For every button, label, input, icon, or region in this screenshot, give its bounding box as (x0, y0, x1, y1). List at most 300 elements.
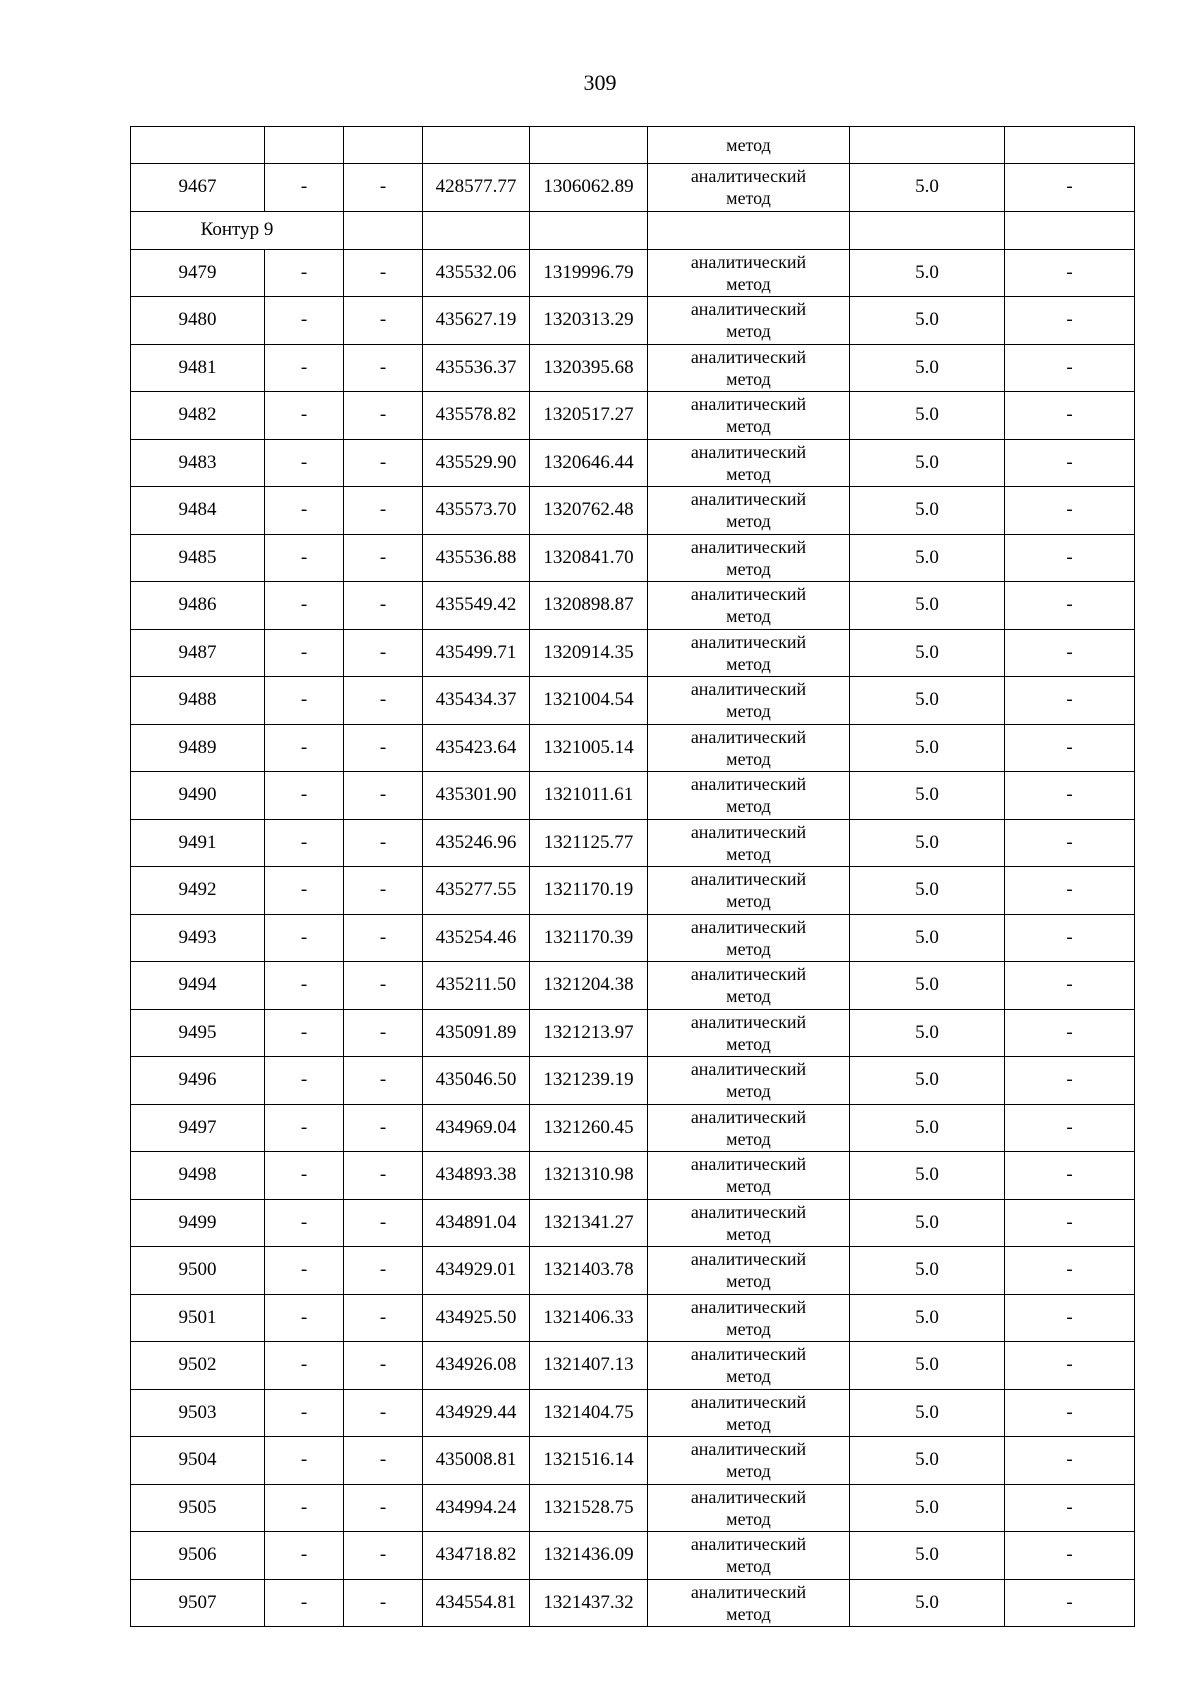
point-number-cell: 9489 (131, 724, 265, 772)
point-number-cell: 9492 (131, 867, 265, 915)
dash-cell: - (344, 534, 423, 582)
point-number-cell: 9493 (131, 914, 265, 962)
dash-cell: - (1005, 582, 1135, 630)
method-line-2: метод (726, 938, 771, 959)
method-cell (648, 1247, 850, 1295)
method-cell (648, 1294, 850, 1342)
method-cell (648, 677, 850, 725)
method-line-1: аналитический (690, 916, 807, 937)
method-line-2: метод (726, 188, 771, 209)
method-line-2: метод (726, 1271, 771, 1292)
dash-cell: - (265, 249, 344, 297)
accuracy-cell: 5.0 (850, 724, 1005, 772)
y-coordinate-cell: 1320762.48 (530, 487, 648, 535)
point-number-cell: 9467 (131, 164, 265, 212)
dash-cell: - (1005, 344, 1135, 392)
dash-cell: - (344, 1152, 423, 1200)
method-cell (648, 867, 850, 915)
y-coordinate-cell: 1321341.27 (530, 1199, 648, 1247)
method-line-1: аналитический (690, 1106, 807, 1127)
dash-cell: - (1005, 1484, 1135, 1532)
dash-cell: - (265, 819, 344, 867)
accuracy-cell: 5.0 (850, 344, 1005, 392)
accuracy-cell: 5.0 (850, 1104, 1005, 1152)
y-coordinate-cell: 1320914.35 (530, 629, 648, 677)
cell-empty (131, 127, 265, 164)
dash-cell: - (344, 1294, 423, 1342)
dash-cell: - (344, 629, 423, 677)
table-row (131, 297, 1135, 345)
method-cell (648, 819, 850, 867)
cell-empty (423, 127, 530, 164)
method-line-1: аналитический (690, 1439, 807, 1460)
x-coordinate-cell: 435277.55 (423, 867, 530, 915)
cell-empty (265, 127, 344, 164)
method-line-2: метод (726, 701, 771, 722)
method-cell (648, 914, 850, 962)
table-row (131, 1389, 1135, 1437)
method-line-1: аналитический (690, 1154, 807, 1175)
dash-cell: - (265, 1532, 344, 1580)
method-line-2: метод (726, 1176, 771, 1197)
method-cell (648, 1579, 850, 1627)
dash-cell: - (344, 392, 423, 440)
cell-empty (344, 211, 423, 249)
y-coordinate-cell: 1321004.54 (530, 677, 648, 725)
contour-label: Контур 9 (131, 211, 344, 249)
dash-cell: - (265, 164, 344, 212)
dash-cell: - (344, 1437, 423, 1485)
y-coordinate-cell: 1321403.78 (530, 1247, 648, 1295)
method-line-1: аналитический (690, 964, 807, 985)
table-row (131, 249, 1135, 297)
point-number-cell: 9505 (131, 1484, 265, 1532)
dash-cell: - (265, 1057, 344, 1105)
cell-empty (648, 211, 850, 249)
point-number-cell: 9491 (131, 819, 265, 867)
table-row (131, 629, 1135, 677)
x-coordinate-cell: 435529.90 (423, 439, 530, 487)
method-line-2: метод (726, 1128, 771, 1149)
method-cell (648, 1009, 850, 1057)
method-cell (648, 392, 850, 440)
dash-cell: - (344, 1484, 423, 1532)
method-cell (648, 629, 850, 677)
method-line-1: аналитический (690, 1201, 807, 1222)
x-coordinate-cell: 435573.70 (423, 487, 530, 535)
point-number-cell: 9506 (131, 1532, 265, 1580)
y-coordinate-cell: 1321528.75 (530, 1484, 648, 1532)
x-coordinate-cell: 434929.44 (423, 1389, 530, 1437)
method-line-2: метод (726, 1508, 771, 1529)
method-line-1: аналитический (690, 1296, 807, 1317)
dash-cell: - (344, 819, 423, 867)
x-coordinate-cell: 434893.38 (423, 1152, 530, 1200)
method-line-2: метод (726, 1413, 771, 1434)
dash-cell: - (265, 392, 344, 440)
accuracy-cell: 5.0 (850, 582, 1005, 630)
dash-cell: - (344, 1342, 423, 1390)
method-line-2: метод (726, 1603, 771, 1624)
accuracy-cell: 5.0 (850, 297, 1005, 345)
point-number-cell: 9499 (131, 1199, 265, 1247)
point-number-cell: 9494 (131, 962, 265, 1010)
dash-cell: - (1005, 534, 1135, 582)
method-cell (648, 1104, 850, 1152)
table-row (131, 534, 1135, 582)
dash-cell: - (344, 1009, 423, 1057)
accuracy-cell: 5.0 (850, 962, 1005, 1010)
dash-cell: - (1005, 1294, 1135, 1342)
dash-cell: - (265, 1484, 344, 1532)
method-cell (648, 1342, 850, 1390)
y-coordinate-cell: 1321310.98 (530, 1152, 648, 1200)
accuracy-cell: 5.0 (850, 1389, 1005, 1437)
point-number-cell: 9497 (131, 1104, 265, 1152)
x-coordinate-cell: 435046.50 (423, 1057, 530, 1105)
dash-cell: - (265, 1199, 344, 1247)
dash-cell: - (1005, 819, 1135, 867)
dash-cell: - (1005, 724, 1135, 772)
y-coordinate-cell: 1321516.14 (530, 1437, 648, 1485)
dash-cell: - (344, 1057, 423, 1105)
point-number-cell: 9484 (131, 487, 265, 535)
dash-cell: - (265, 1247, 344, 1295)
method-line-2: метод (726, 748, 771, 769)
accuracy-cell: 5.0 (850, 1057, 1005, 1105)
method-cell (648, 1484, 850, 1532)
dash-cell: - (344, 914, 423, 962)
y-coordinate-cell: 1320646.44 (530, 439, 648, 487)
y-coordinate-cell: 1321407.13 (530, 1342, 648, 1390)
dash-cell: - (1005, 1009, 1135, 1057)
dash-cell: - (265, 1389, 344, 1437)
dash-cell: - (1005, 677, 1135, 725)
x-coordinate-cell: 434929.01 (423, 1247, 530, 1295)
y-coordinate-cell: 1321170.19 (530, 867, 648, 915)
dash-cell: - (265, 1437, 344, 1485)
point-number-cell: 9481 (131, 344, 265, 392)
dash-cell: - (344, 1579, 423, 1627)
accuracy-cell: 5.0 (850, 249, 1005, 297)
method-line-2: метод (726, 368, 771, 389)
cell-empty (423, 211, 530, 249)
method-cell (648, 1057, 850, 1105)
accuracy-cell: 5.0 (850, 534, 1005, 582)
method-line-1: аналитический (690, 251, 807, 272)
x-coordinate-cell: 435423.64 (423, 724, 530, 772)
accuracy-cell: 5.0 (850, 1247, 1005, 1295)
table-row (131, 582, 1135, 630)
table-row (131, 1199, 1135, 1247)
y-coordinate-cell: 1321239.19 (530, 1057, 648, 1105)
dash-cell: - (265, 344, 344, 392)
table-row (131, 962, 1135, 1010)
table-row (131, 392, 1135, 440)
accuracy-cell: 5.0 (850, 1152, 1005, 1200)
dash-cell: - (1005, 439, 1135, 487)
method-line-1: аналитический (690, 1011, 807, 1032)
point-number-cell: 9485 (131, 534, 265, 582)
method-line-1: аналитический (690, 1344, 807, 1365)
dash-cell: - (344, 1532, 423, 1580)
dash-cell: - (265, 1294, 344, 1342)
point-number-cell: 9507 (131, 1579, 265, 1627)
method-line-1: аналитический (690, 869, 807, 890)
method-line-2: метод (726, 416, 771, 437)
accuracy-cell: 5.0 (850, 164, 1005, 212)
method-line-1: аналитический (690, 394, 807, 415)
table-row (131, 1009, 1135, 1057)
accuracy-cell: 5.0 (850, 439, 1005, 487)
accuracy-cell: 5.0 (850, 819, 1005, 867)
dash-cell: - (344, 1104, 423, 1152)
y-coordinate-cell: 1321125.77 (530, 819, 648, 867)
dash-cell: - (1005, 1247, 1135, 1295)
dash-cell: - (344, 344, 423, 392)
accuracy-cell: 5.0 (850, 1342, 1005, 1390)
method-cell (648, 1152, 850, 1200)
method-line-1: аналитический (690, 679, 807, 700)
y-coordinate-cell: 1320841.70 (530, 534, 648, 582)
method-line-1: аналитический (690, 1534, 807, 1555)
method-line-2: метод (726, 273, 771, 294)
dash-cell: - (265, 534, 344, 582)
x-coordinate-cell: 434969.04 (423, 1104, 530, 1152)
method-line-2: метод (726, 1366, 771, 1387)
y-coordinate-cell: 1321204.38 (530, 962, 648, 1010)
point-number-cell: 9504 (131, 1437, 265, 1485)
x-coordinate-cell: 434718.82 (423, 1532, 530, 1580)
accuracy-cell: 5.0 (850, 1199, 1005, 1247)
dash-cell: - (344, 677, 423, 725)
dash-cell: - (265, 582, 344, 630)
x-coordinate-cell: 435008.81 (423, 1437, 530, 1485)
dash-cell: - (265, 1009, 344, 1057)
cell-empty (1005, 211, 1135, 249)
y-coordinate-cell: 1306062.89 (530, 164, 648, 212)
method-line-2: метод (726, 463, 771, 484)
method-line-2: метод (726, 1461, 771, 1482)
dash-cell: - (344, 1247, 423, 1295)
accuracy-cell: 5.0 (850, 629, 1005, 677)
x-coordinate-cell: 434554.81 (423, 1579, 530, 1627)
method-line-2: метод (726, 1318, 771, 1339)
dash-cell: - (344, 164, 423, 212)
accuracy-cell: 5.0 (850, 1009, 1005, 1057)
accuracy-cell: 5.0 (850, 677, 1005, 725)
y-coordinate-cell: 1321437.32 (530, 1579, 648, 1627)
method-line-1: аналитический (690, 536, 807, 557)
point-number-cell: 9490 (131, 772, 265, 820)
accuracy-cell: 5.0 (850, 914, 1005, 962)
dash-cell: - (265, 1104, 344, 1152)
method-cell (648, 439, 850, 487)
continuation-row (131, 127, 1135, 164)
x-coordinate-cell: 435627.19 (423, 297, 530, 345)
x-coordinate-cell: 435536.37 (423, 344, 530, 392)
table-row (131, 1437, 1135, 1485)
method-line-1: аналитический (690, 1486, 807, 1507)
dash-cell: - (265, 439, 344, 487)
x-coordinate-cell: 428577.77 (423, 164, 530, 212)
table-row (131, 1104, 1135, 1152)
cell-empty (530, 211, 648, 249)
point-number-cell: 9480 (131, 297, 265, 345)
method-line-1: аналитический (690, 774, 807, 795)
method-cell (648, 962, 850, 1010)
dash-cell: - (265, 962, 344, 1010)
dash-cell: - (344, 297, 423, 345)
method-line-2: метод (726, 321, 771, 342)
table-row (131, 1579, 1135, 1627)
method-cell (648, 724, 850, 772)
method-line-1: аналитический (690, 299, 807, 320)
dash-cell: - (265, 724, 344, 772)
method-line-2: метод (726, 843, 771, 864)
x-coordinate-cell: 435549.42 (423, 582, 530, 630)
x-coordinate-cell: 434994.24 (423, 1484, 530, 1532)
x-coordinate-cell: 435211.50 (423, 962, 530, 1010)
method-line-1: аналитический (690, 1391, 807, 1412)
method-line-2: метод (726, 511, 771, 532)
coordinates-table (130, 126, 1135, 1627)
method-line-1: аналитический (690, 1581, 807, 1602)
method-line-1: аналитический (690, 346, 807, 367)
y-coordinate-cell: 1321011.61 (530, 772, 648, 820)
accuracy-cell: 5.0 (850, 772, 1005, 820)
table-row (131, 164, 1135, 212)
method-line-1: аналитический (690, 584, 807, 605)
page-number: 309 (583, 70, 617, 95)
method-line-1: аналитический (690, 631, 807, 652)
dash-cell: - (1005, 1532, 1135, 1580)
dash-cell: - (1005, 1199, 1135, 1247)
dash-cell: - (1005, 1342, 1135, 1390)
dash-cell: - (344, 249, 423, 297)
dash-cell: - (1005, 914, 1135, 962)
point-number-cell: 9500 (131, 1247, 265, 1295)
accuracy-cell: 5.0 (850, 1484, 1005, 1532)
method-line-1: аналитический (690, 726, 807, 747)
point-number-cell: 9498 (131, 1152, 265, 1200)
point-number-cell: 9487 (131, 629, 265, 677)
cell-empty (530, 127, 648, 164)
dash-cell: - (265, 629, 344, 677)
method-line-2: метод (726, 606, 771, 627)
point-number-cell: 9482 (131, 392, 265, 440)
method-cell (648, 249, 850, 297)
y-coordinate-cell: 1321005.14 (530, 724, 648, 772)
dash-cell: - (265, 1152, 344, 1200)
method-line-2: метод (726, 653, 771, 674)
dash-cell: - (1005, 1152, 1135, 1200)
y-coordinate-cell: 1319996.79 (530, 249, 648, 297)
point-number-cell: 9501 (131, 1294, 265, 1342)
accuracy-cell: 5.0 (850, 1532, 1005, 1580)
dash-cell: - (1005, 297, 1135, 345)
method-cell (648, 772, 850, 820)
point-number-cell: 9486 (131, 582, 265, 630)
y-coordinate-cell: 1321260.45 (530, 1104, 648, 1152)
x-coordinate-cell: 434891.04 (423, 1199, 530, 1247)
table-row (131, 819, 1135, 867)
y-coordinate-cell: 1320517.27 (530, 392, 648, 440)
dash-cell: - (1005, 867, 1135, 915)
dash-cell: - (344, 867, 423, 915)
dash-cell: - (265, 487, 344, 535)
dash-cell: - (265, 772, 344, 820)
contour-header-row (131, 211, 1135, 249)
method-cell (648, 534, 850, 582)
dash-cell: - (1005, 1437, 1135, 1485)
dash-cell: - (344, 1389, 423, 1437)
dash-cell: - (265, 297, 344, 345)
table-row (131, 344, 1135, 392)
table-row (131, 1152, 1135, 1200)
dash-cell: - (344, 582, 423, 630)
dash-cell: - (344, 772, 423, 820)
y-coordinate-cell: 1320313.29 (530, 297, 648, 345)
accuracy-cell: 5.0 (850, 1579, 1005, 1627)
dash-cell: - (1005, 1104, 1135, 1152)
x-coordinate-cell: 435301.90 (423, 772, 530, 820)
dash-cell: - (265, 1342, 344, 1390)
method-cell (648, 1532, 850, 1580)
coordinates-table-body (131, 127, 1135, 1627)
method-cell (648, 164, 850, 212)
method-cell (648, 297, 850, 345)
method-line-2: метод (726, 1223, 771, 1244)
method-line-2: метод (726, 558, 771, 579)
point-number-cell: 9483 (131, 439, 265, 487)
table-row (131, 1247, 1135, 1295)
dash-cell: - (1005, 629, 1135, 677)
table-row (131, 487, 1135, 535)
method-cell (648, 1437, 850, 1485)
method-cell: метод (648, 127, 850, 164)
y-coordinate-cell: 1321404.75 (530, 1389, 648, 1437)
dash-cell: - (265, 1579, 344, 1627)
method-line-2: метод (726, 1556, 771, 1577)
accuracy-cell: 5.0 (850, 867, 1005, 915)
table-row (131, 1484, 1135, 1532)
table-row (131, 1057, 1135, 1105)
method-cell (648, 582, 850, 630)
dash-cell: - (1005, 487, 1135, 535)
dash-cell: - (265, 867, 344, 915)
dash-cell: - (1005, 392, 1135, 440)
dash-cell: - (1005, 772, 1135, 820)
method-line-1: аналитический (690, 1249, 807, 1270)
x-coordinate-cell: 435532.06 (423, 249, 530, 297)
dash-cell: - (1005, 962, 1135, 1010)
dash-cell: - (265, 677, 344, 725)
x-coordinate-cell: 435536.88 (423, 534, 530, 582)
point-number-cell: 9488 (131, 677, 265, 725)
method-cell (648, 1389, 850, 1437)
accuracy-cell: 5.0 (850, 487, 1005, 535)
table-row (131, 439, 1135, 487)
table-row (131, 677, 1135, 725)
dash-cell: - (344, 962, 423, 1010)
dash-cell: - (1005, 1389, 1135, 1437)
cell-empty (850, 211, 1005, 249)
x-coordinate-cell: 435499.71 (423, 629, 530, 677)
cell-empty (850, 127, 1005, 164)
cell-empty (1005, 127, 1135, 164)
dash-cell: - (1005, 164, 1135, 212)
